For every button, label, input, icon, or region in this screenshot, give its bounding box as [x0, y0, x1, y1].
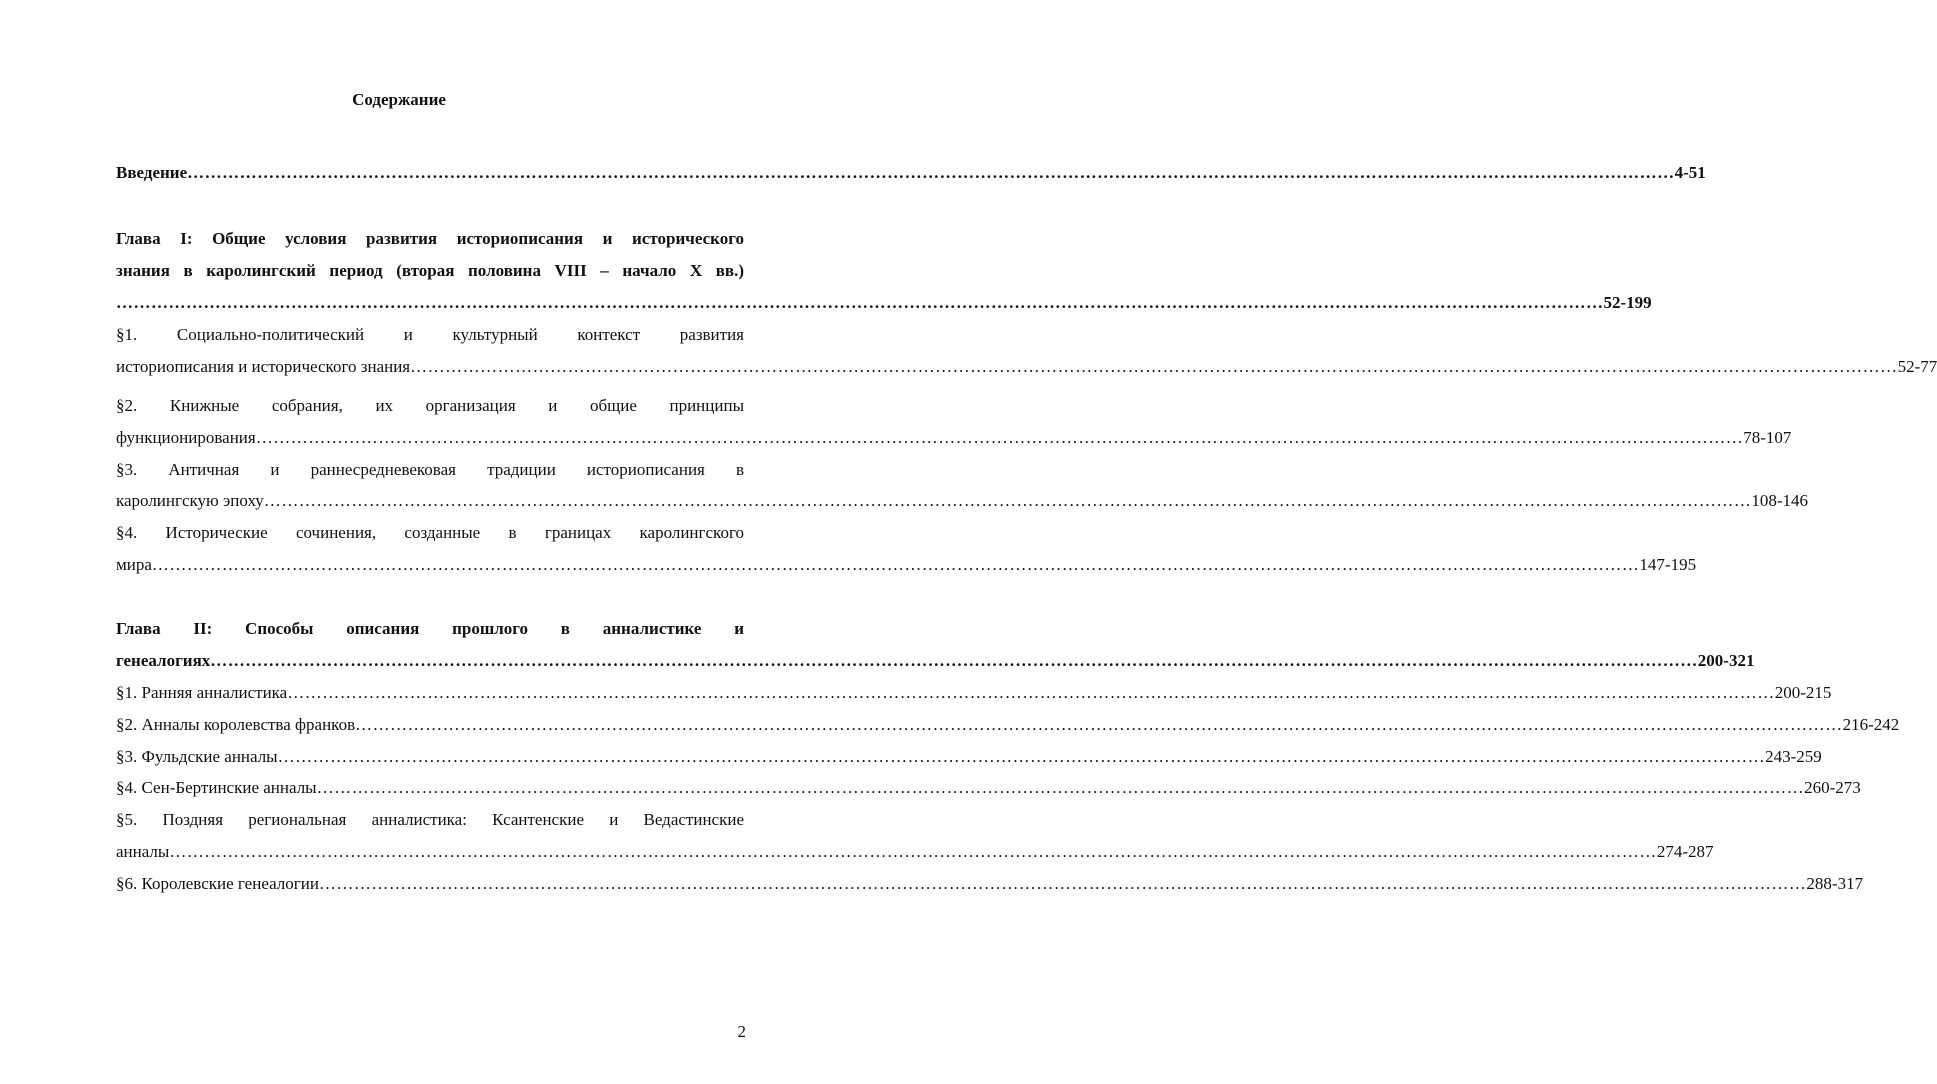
dot-leader: …………………………………………………………………………………………………………………………………………………………………………………………………………………………………	[116, 293, 1604, 312]
toc-label: генеалогиях	[116, 651, 211, 670]
toc-entry-ch1-s1-line1[interactable]: §1. Социально-политический и культурный контекст развития	[116, 325, 744, 344]
toc-page: 200-215	[1774, 683, 1832, 702]
page-number: 2	[737, 1022, 746, 1041]
dot-leader: …………………………………………………………………………………………………………………………………………………………………………………………………………………………………	[210, 651, 1698, 670]
toc-entry-ch2-s2[interactable]	[116, 714, 1900, 736]
dot-leader: …………………………………………………………………………………………………………………………………………………………………………………………………………………………………	[187, 163, 1675, 182]
dot-leader: …………………………………………………………………………………………………………………………………………………………………………………………………………………………………	[318, 874, 1807, 893]
toc-page: 274-287	[1656, 842, 1714, 861]
toc-page: 78-107	[1743, 428, 1792, 447]
toc-entry-ch2-s1[interactable]	[116, 682, 1832, 704]
toc-label: каролингскую эпоху	[116, 491, 264, 510]
toc-entry-ch2-s6[interactable]	[116, 873, 1864, 895]
toc-label: мира	[116, 555, 152, 574]
dot-leader: …………………………………………………………………………………………………………………………………………………………………………………………………………………………………	[355, 715, 1843, 734]
toc-page: 260-273	[1804, 778, 1861, 797]
toc-label: §6. Королевские генеалогии	[116, 874, 319, 893]
toc-label: Введение	[116, 163, 188, 182]
toc-entry-ch1-s1[interactable]	[116, 356, 1937, 378]
toc-label: функционирования	[116, 428, 256, 447]
toc-entry-ch1-s3[interactable]	[116, 490, 1808, 512]
chapter-2-title-line1[interactable]: Глава II: Способы описания прошлого в анналистике и	[116, 619, 744, 638]
toc-page: 4-51	[1674, 163, 1706, 182]
dot-leader: …………………………………………………………………………………………………………………………………………………………………………………………………………………………………	[287, 683, 1775, 702]
dot-leader: …………………………………………………………………………………………………………………………………………………………………………………………………………………………………	[169, 842, 1657, 861]
toc-entry-ch2-s5[interactable]	[116, 841, 1714, 863]
toc-entry-ch2-s5-line1[interactable]: §5. Поздняя региональная анналистика: Ксантенские и Ведастинские	[116, 810, 744, 829]
toc-page: 200-321	[1697, 651, 1755, 670]
toc-label: §4. Сен-Бертинские анналы	[116, 778, 317, 797]
toc-entry-ch1-s2-line1[interactable]: §2. Книжные собрания, их организация и общие принципы	[116, 396, 744, 415]
chapter-2-leader-row[interactable]	[116, 650, 1755, 672]
toc-page: 147-195	[1639, 555, 1697, 574]
toc-page: 288-317	[1806, 874, 1864, 893]
dot-leader: …………………………………………………………………………………………………………………………………………………………………………………………………………………………………	[277, 747, 1766, 766]
toc-entry-ch1-s4-line1[interactable]: §4. Исторические сочинения, созданные в границах каролингского	[116, 523, 744, 542]
page-title: Содержание	[352, 90, 446, 109]
toc-page: 216-242	[1842, 715, 1900, 734]
chapter-1-leader-row[interactable]	[116, 292, 1652, 314]
toc-page: 52-77	[1897, 357, 1937, 376]
toc-entry-ch1-s4[interactable]	[116, 554, 1697, 576]
toc-label: §2. Анналы королевства франков	[116, 715, 356, 734]
toc-entry-ch2-s4[interactable]	[116, 777, 1861, 799]
toc-entry-intro[interactable]	[116, 162, 1706, 184]
toc-label: историописания и исторического знания	[116, 357, 411, 376]
toc-entry-ch1-s3-line1[interactable]: §3. Античная и раннесредневековая традиции историописания в	[116, 460, 744, 479]
toc-page: 52-199	[1603, 293, 1652, 312]
chapter-1-title-line1[interactable]: Глава I: Общие условия развития историописания и исторического	[116, 229, 744, 248]
toc-label: §3. Фульдские анналы	[116, 747, 278, 766]
dot-leader: …………………………………………………………………………………………………………………………………………………………………………………………………………………………………	[316, 778, 1805, 797]
dot-leader: …………………………………………………………………………………………………………………………………………………………………………………………………………………………………	[151, 555, 1640, 574]
dot-leader: …………………………………………………………………………………………………………………………………………………………………………………………………………………………………	[255, 428, 1744, 447]
chapter-1-title-line2[interactable]: знания в каролингский период (вторая половина VIII – начало X вв.)	[116, 261, 744, 280]
toc-entry-ch1-s2[interactable]	[116, 427, 1792, 449]
toc-label: §1. Ранняя анналистика	[116, 683, 288, 702]
dot-leader: …………………………………………………………………………………………………………………………………………………………………………………………………………………………………	[263, 491, 1752, 510]
dot-leader: …………………………………………………………………………………………………………………………………………………………………………………………………………………………………	[410, 357, 1898, 376]
toc-page: 108-146	[1751, 491, 1808, 510]
toc-entry-ch2-s3[interactable]	[116, 746, 1822, 768]
toc-page: 243-259	[1765, 747, 1822, 766]
toc-label: анналы	[116, 842, 170, 861]
